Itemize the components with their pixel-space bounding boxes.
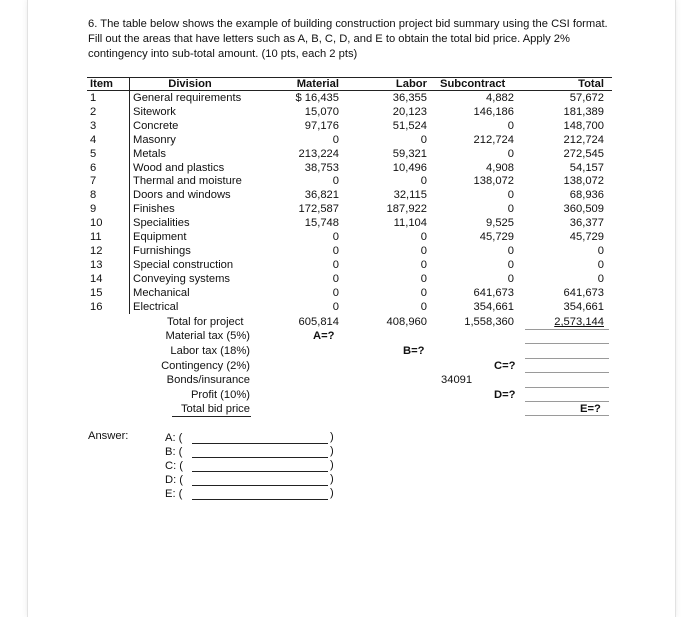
answer-e-close: ) xyxy=(330,487,334,499)
cell-total: 57,672 xyxy=(569,92,604,104)
answer-d-field[interactable] xyxy=(192,473,328,486)
answer-c-label: C: ( xyxy=(165,460,184,472)
cell-labor: 0 xyxy=(420,258,427,271)
cell-division: Metals xyxy=(133,147,166,160)
cell-material: $ 16,435 xyxy=(295,92,339,104)
cell-labor: 51,524 xyxy=(392,119,427,132)
cell-subcontract: 4,908 xyxy=(486,161,514,174)
cell-item: 9 xyxy=(90,203,97,216)
cell-division: Wood and plastics xyxy=(133,161,225,174)
cell-item: 2 xyxy=(90,105,97,118)
cell-total: 0 xyxy=(597,272,604,285)
cell-labor: 0 xyxy=(420,133,427,146)
cell-item: 10 xyxy=(90,217,103,230)
total-blank-line xyxy=(525,358,609,359)
cell-material: 0 xyxy=(332,244,339,257)
answer-b-label: B: ( xyxy=(165,446,183,458)
cell-total: 138,072 xyxy=(563,175,604,188)
total-blank-line xyxy=(525,387,609,388)
cell-item: 4 xyxy=(90,133,97,146)
cell-material: 0 xyxy=(332,258,339,271)
total-blank-line xyxy=(525,415,609,416)
cell-material: 15,748 xyxy=(304,217,339,230)
cell-item: 5 xyxy=(90,147,97,160)
cell-total: 360,509 xyxy=(563,203,604,216)
cell-item: 8 xyxy=(90,189,97,202)
header-subcontract: Subcontract xyxy=(440,78,506,90)
total-labor: 408,960 xyxy=(386,316,427,328)
bonds-insurance-label: Bonds/insurance xyxy=(166,374,250,386)
total-blank-line xyxy=(525,329,609,330)
answer-d-label: D: ( xyxy=(165,474,184,486)
answer-label: Answer: xyxy=(88,430,129,442)
answer-b-field[interactable] xyxy=(192,445,328,458)
answer-c-field[interactable] xyxy=(192,459,328,472)
cell-material: 38,753 xyxy=(304,161,339,174)
cell-material: 0 xyxy=(332,272,339,285)
cell-total: 36,377 xyxy=(569,217,604,230)
cell-total: 212,724 xyxy=(563,133,604,146)
cell-division: Thermal and moisture xyxy=(133,175,242,188)
cell-subcontract: 9,525 xyxy=(486,217,514,230)
cell-total: 181,389 xyxy=(563,105,604,118)
cell-total: 354,661 xyxy=(563,300,604,313)
item-column-rule xyxy=(129,77,130,314)
cell-subcontract: 0 xyxy=(507,119,514,132)
cell-labor: 10,496 xyxy=(392,161,427,174)
total-for-project-label: Total for project xyxy=(167,316,244,328)
cell-subcontract: 0 xyxy=(507,203,514,216)
a-marker: A=? xyxy=(313,330,335,342)
cell-material: 15,070 xyxy=(304,105,339,118)
cell-item: 16 xyxy=(90,300,103,313)
contingency-label: Contingency (2%) xyxy=(161,360,250,372)
cell-labor: 0 xyxy=(420,272,427,285)
cell-labor: 0 xyxy=(420,231,427,243)
header-division: Division xyxy=(168,78,212,90)
cell-item: 15 xyxy=(90,286,103,299)
bonds-insurance-value: 34091 xyxy=(441,374,473,386)
cell-total: 0 xyxy=(597,244,604,257)
cell-total: 272,545 xyxy=(563,147,604,160)
cell-labor: 59,321 xyxy=(392,147,427,160)
cell-division: Concrete xyxy=(133,119,179,132)
cell-division: Electrical xyxy=(133,300,179,313)
cell-labor: 0 xyxy=(420,175,427,188)
cell-labor: 11,104 xyxy=(393,217,427,230)
cell-total: 641,673 xyxy=(563,286,604,299)
cell-total: 54,157 xyxy=(569,161,604,174)
cell-material: 213,224 xyxy=(298,147,339,160)
total-bid-rule xyxy=(172,416,251,417)
cell-item: 13 xyxy=(90,258,103,271)
cell-labor: 0 xyxy=(420,300,427,313)
total-subcontract: 1,558,360 xyxy=(464,316,514,328)
total-blank-line xyxy=(525,343,609,344)
total-blank-line xyxy=(525,372,609,373)
cell-material: 97,176 xyxy=(304,119,339,132)
cell-subcontract: 0 xyxy=(507,244,514,257)
cell-subcontract: 641,673 xyxy=(473,286,514,299)
cell-material: 36,821 xyxy=(304,189,339,202)
b-marker: B=? xyxy=(403,345,425,357)
cell-division: Furnishings xyxy=(133,244,191,257)
answer-e-label: E: ( xyxy=(165,488,183,500)
cell-subcontract: 0 xyxy=(507,258,514,271)
answer-a-close: ) xyxy=(330,431,334,443)
cell-total: 0 xyxy=(597,258,604,271)
cell-labor: 0 xyxy=(420,286,427,299)
material-tax-label: Material tax (5%) xyxy=(165,330,250,342)
cell-item: 6 xyxy=(90,161,97,174)
cell-material: 0 xyxy=(332,300,339,313)
cell-subcontract: 146,186 xyxy=(473,105,514,118)
cell-material: 172,587 xyxy=(298,203,339,216)
cell-labor: 187,922 xyxy=(386,203,427,216)
d-marker: D=? xyxy=(494,389,516,401)
cell-subcontract: 0 xyxy=(507,189,514,202)
cell-division: Mechanical xyxy=(133,286,190,299)
header-material: Material xyxy=(296,78,339,90)
cell-item: 1 xyxy=(90,92,97,104)
cell-subcontract: 0 xyxy=(507,272,514,285)
cell-total: 68,936 xyxy=(569,189,604,202)
header-total: Total xyxy=(578,78,604,90)
cell-division: Finishes xyxy=(133,203,175,216)
total-material: 605,814 xyxy=(298,316,339,328)
profit-label: Profit (10%) xyxy=(190,389,250,401)
answer-c-close: ) xyxy=(330,459,334,471)
cell-division: General requirements xyxy=(133,92,242,104)
cell-subcontract: 138,072 xyxy=(473,175,514,188)
answer-a-label: A: ( xyxy=(165,432,183,444)
cell-labor: 0 xyxy=(420,244,427,257)
cell-labor: 32,115 xyxy=(393,189,427,202)
cell-total: 45,729 xyxy=(569,231,604,243)
c-marker: C=? xyxy=(494,360,516,372)
cell-division: Masonry xyxy=(133,133,176,146)
cell-labor: 20,123 xyxy=(392,105,427,118)
cell-division: Sitework xyxy=(133,105,176,118)
header-labor: Labor xyxy=(395,78,427,90)
cell-division: Specialities xyxy=(133,217,190,230)
total-bid-price-label: Total bid price xyxy=(180,403,250,415)
cell-material: 0 xyxy=(332,231,339,243)
cell-subcontract: 354,661 xyxy=(473,300,514,313)
cell-subcontract: 45,729 xyxy=(479,231,514,243)
answer-d-close: ) xyxy=(330,473,334,485)
cell-item: 12 xyxy=(90,244,103,257)
header-item: Item xyxy=(90,78,114,90)
total-overall: 2,573,144 xyxy=(554,316,604,328)
cell-material: 0 xyxy=(332,286,339,299)
cell-item: 7 xyxy=(90,175,97,188)
cell-division: Equipment xyxy=(133,231,187,243)
cell-material: 0 xyxy=(332,175,339,188)
labor-tax-label: Labor tax (18%) xyxy=(170,345,250,357)
answer-a-field[interactable] xyxy=(192,431,328,444)
cell-item: 14 xyxy=(90,272,103,285)
cell-labor: 36,355 xyxy=(392,92,427,104)
cell-material: 0 xyxy=(332,133,339,146)
answer-e-field[interactable] xyxy=(192,487,328,500)
cell-division: Doors and windows xyxy=(133,189,231,202)
answer-b-close: ) xyxy=(330,445,334,457)
cell-subcontract: 0 xyxy=(507,147,514,160)
cell-item: 11 xyxy=(90,231,102,243)
cell-subcontract: 212,724 xyxy=(473,133,514,146)
cell-division: Special construction xyxy=(133,258,234,271)
cell-subcontract: 4,882 xyxy=(486,92,514,104)
cell-division: Conveying systems xyxy=(133,272,230,285)
e-marker: E=? xyxy=(580,403,601,415)
total-blank-line xyxy=(525,401,609,402)
cell-total: 148,700 xyxy=(563,119,604,132)
question-text: 6. The table below shows the example of building construction project bid summary using the CSI format. Fill out the areas that have letters such as A, B, C, D, and E to obtain the total bid price. Apply 2% contingency into sub-total amount. (10 pts, each 2 pts) xyxy=(88,18,608,60)
cell-item: 3 xyxy=(90,119,97,132)
